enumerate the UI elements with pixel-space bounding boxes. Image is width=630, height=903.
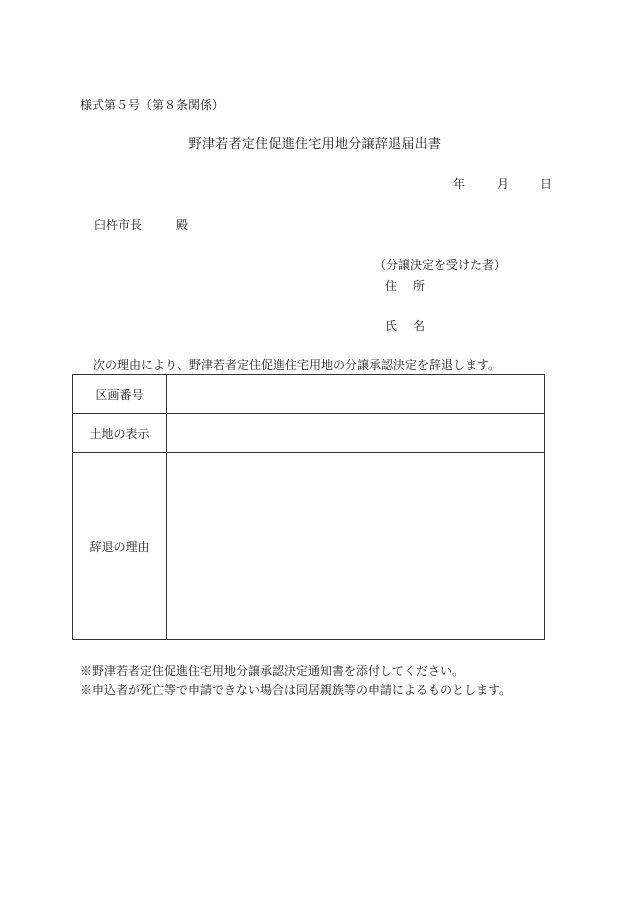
land-description-label: 土地の表示 [73, 414, 167, 453]
table-row [73, 414, 545, 453]
lot-number-field[interactable] [167, 375, 545, 414]
applicant-role: （分譲決定を受けた者） [374, 258, 507, 272]
addressee-honorific: 殿 [176, 218, 189, 232]
note-attachment: ※野津若者定住促進住宅用地分譲承認決定通知書を添付してください。 [80, 664, 465, 678]
table-row [73, 375, 545, 414]
details-table [72, 374, 545, 640]
table-row [73, 453, 545, 640]
land-description-field[interactable] [167, 414, 545, 453]
form-number: 様式第５号（第８条関係） [80, 98, 225, 112]
lot-number-label: 区画番号 [73, 375, 167, 414]
statement-text: 次の理由により、野津若者定住促進住宅用地の分譲承認決定を辞退します。 [93, 358, 501, 372]
date-year-label: 年 [453, 177, 466, 191]
address-label: 住 所 [385, 279, 428, 293]
withdrawal-reason-field[interactable] [167, 453, 545, 640]
note-proxy-application: ※申込者が死亡等で申請できない場合は同居親族等の申請によるものとします。 [80, 683, 512, 697]
date-day-label: 日 [540, 177, 553, 191]
name-label: 氏 名 [385, 319, 428, 333]
addressee-name: 臼杵市長 [94, 218, 143, 232]
date-month-label: 月 [497, 177, 510, 191]
document-title: 野津若者定住促進住宅用地分譲辞退届出書 [188, 137, 442, 152]
withdrawal-reason-label: 辞退の理由 [73, 453, 167, 640]
